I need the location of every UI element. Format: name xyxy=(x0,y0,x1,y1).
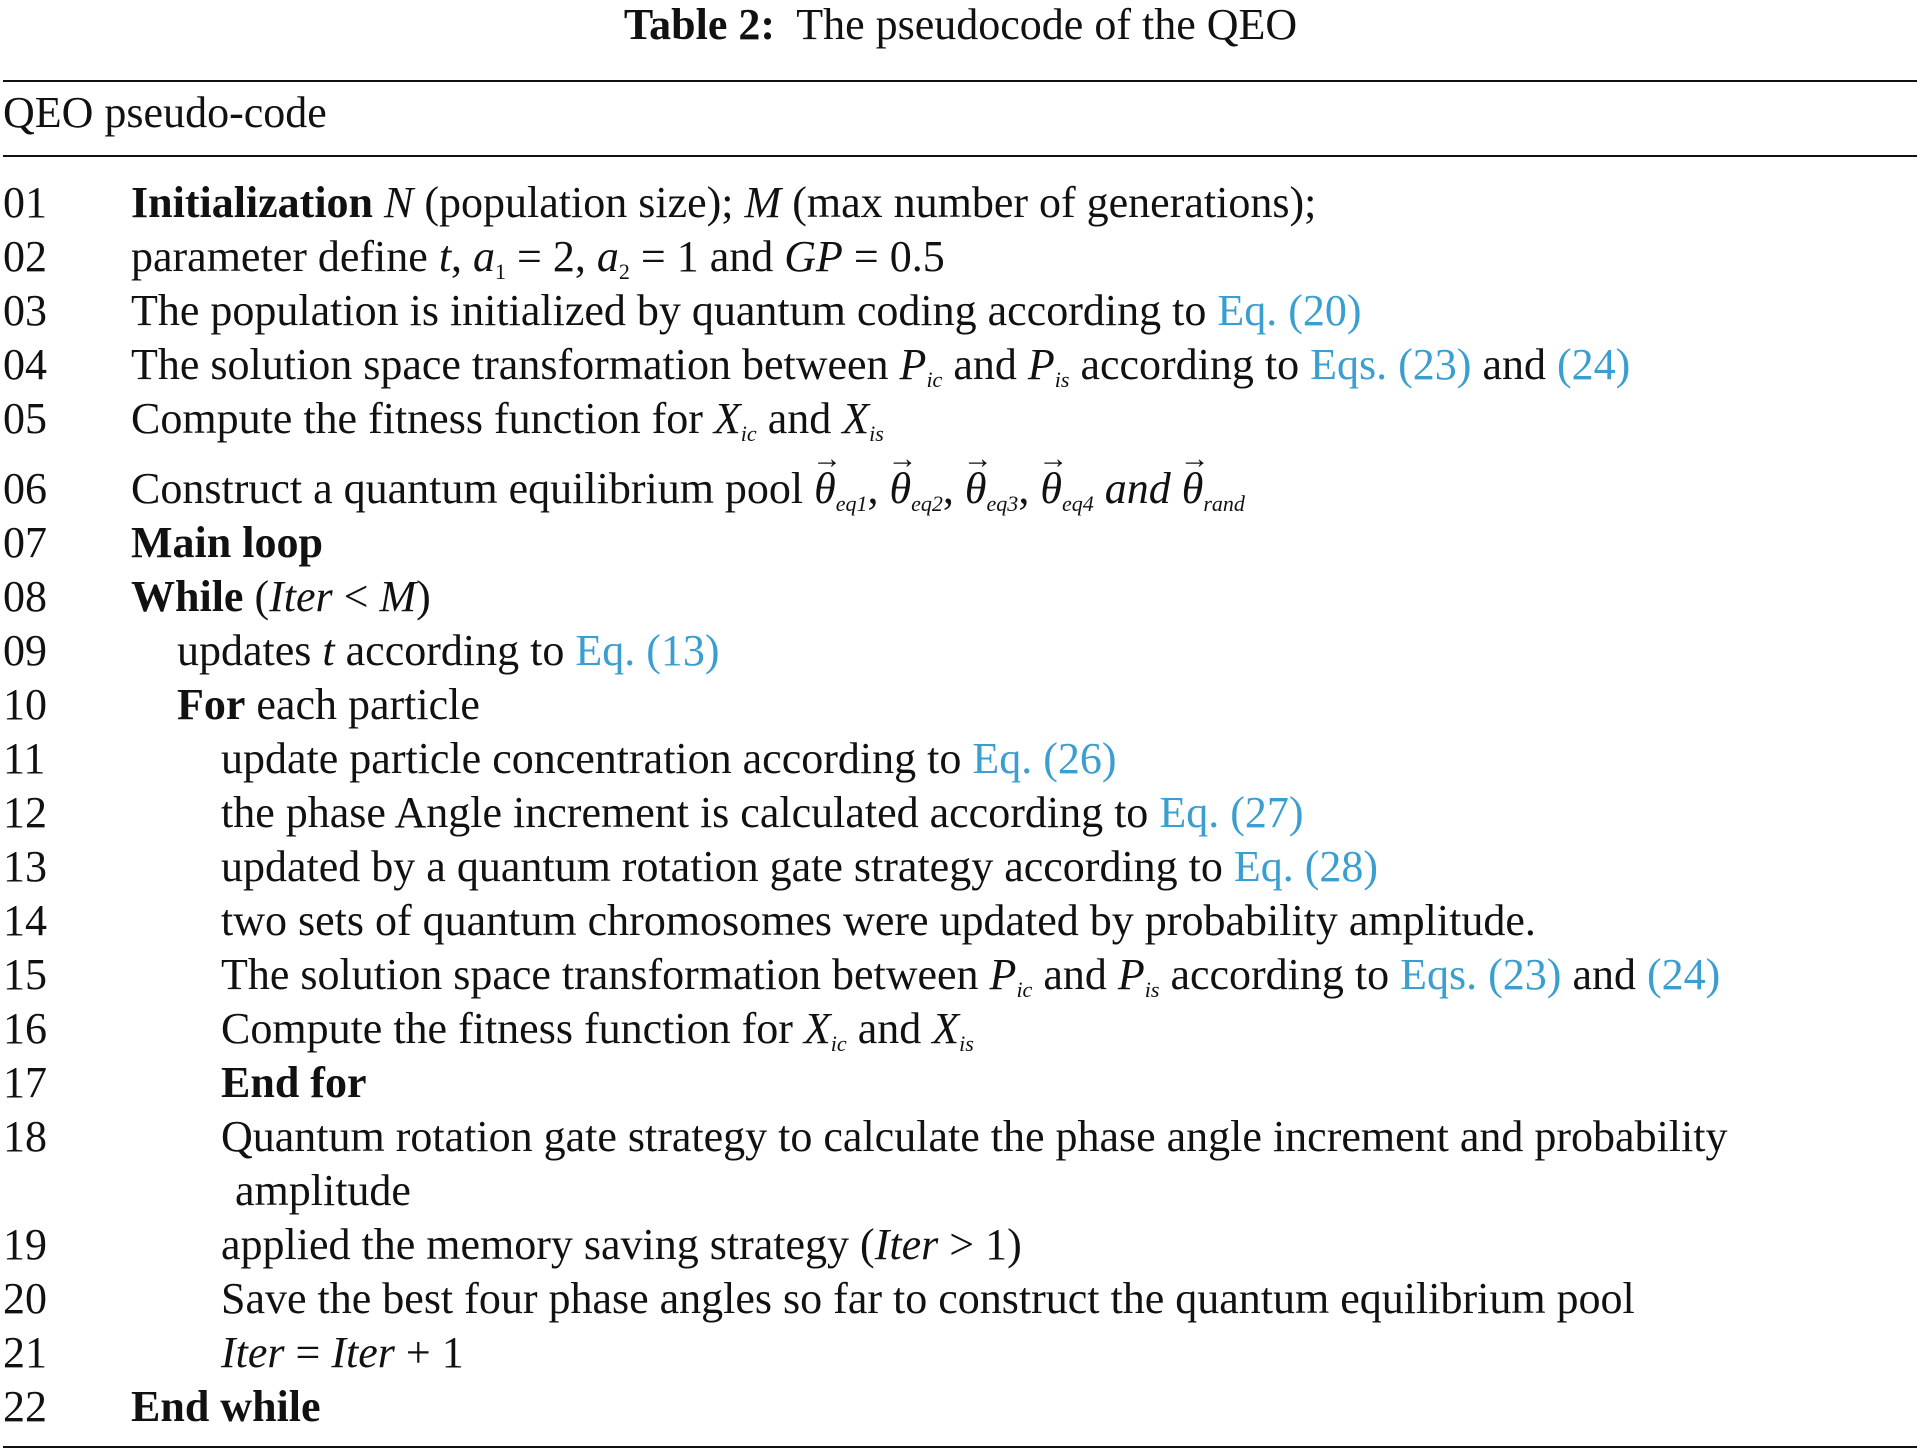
line-number: 06 xyxy=(3,464,47,513)
line-number: 10 xyxy=(3,680,47,729)
line-text: The solution space transformation between $P_{ic}$ and $P_{is}$ according to Eqs. (23) and (24) xyxy=(221,950,1721,1002)
line-number: 21 xyxy=(3,1328,47,1377)
line-text: The solution space transformation between $P_{ic}$ and $P_{is}$ according to Eqs. (23) and (24) xyxy=(131,340,1631,392)
equation-link[interactable]: Eq. (28) xyxy=(1233,842,1379,891)
line-text: updated by a quantum rotation gate strategy according to Eq. (28) xyxy=(221,842,1379,891)
line-text: Save the best four phase angles so far to construct the quantum equilibrium pool xyxy=(221,1274,1635,1323)
caption-label: Table 2: xyxy=(623,0,775,49)
line-number: 05 xyxy=(3,394,47,443)
line-number: 01 xyxy=(3,178,47,227)
line-number: 20 xyxy=(3,1274,47,1323)
line-number: 08 xyxy=(3,572,47,621)
line-text: Compute the fitness function for $X_{ic}$ and $X_{is}$ xyxy=(131,394,884,446)
line-number: 02 xyxy=(3,232,47,281)
theta-vector: → θ xyxy=(965,462,987,516)
line-text: For each particle xyxy=(177,680,480,729)
bottom-rule xyxy=(3,1446,1917,1448)
line-text: Construct a quantum equilibrium pool → $\theta_{eq1}$, → $\theta_{eq2}$, → $\theta_{eq3}$, → $\theta_{eq4}$ and → $\theta_{rand}$ xyxy=(131,462,1245,516)
line-text: updates t according to Eq. (13) xyxy=(177,626,720,675)
theta-vector: → θ xyxy=(1182,462,1204,516)
line-text: update particle concentration according to Eq. (26) xyxy=(221,734,1117,783)
top-rule xyxy=(3,80,1917,82)
line-number: 14 xyxy=(3,896,47,945)
equation-link[interactable]: Eqs. (23) xyxy=(1400,950,1562,999)
table-caption xyxy=(0,0,1921,50)
line-text: two sets of quantum chromosomes were updated by probability amplitude. xyxy=(221,896,1536,945)
line-text: amplitude xyxy=(235,1166,411,1215)
line-number: 22 xyxy=(3,1382,47,1431)
line-number: 09 xyxy=(3,626,47,675)
header-rule xyxy=(3,155,1917,157)
line-text: the phase Angle increment is calculated according to Eq. (27) xyxy=(221,788,1304,837)
line-text: Compute the fitness function for $X_{ic}$ and $X_{is}$ xyxy=(221,1004,974,1056)
line-text: End while xyxy=(131,1382,321,1431)
line-text: Quantum rotation gate strategy to calculate the phase angle increment and probability xyxy=(221,1112,1728,1161)
line-text: Initialization N (population size); M (max number of generations); xyxy=(131,178,1317,227)
line-text: The population is initialized by quantum coding according to Eq. (20) xyxy=(131,286,1362,335)
line-number: 11 xyxy=(3,734,46,783)
line-text: Iter = Iter + 1 xyxy=(221,1328,464,1377)
caption-text: The pseudocode of the QEO xyxy=(796,0,1298,49)
line-text: applied the memory saving strategy (Iter > 1) xyxy=(221,1220,1022,1269)
theta-vector: → θ xyxy=(1040,462,1062,516)
equation-link[interactable]: (24) xyxy=(1646,950,1721,999)
line-number: 16 xyxy=(3,1004,47,1053)
equation-link[interactable]: Eq. (13) xyxy=(575,626,720,675)
equation-link[interactable]: (24) xyxy=(1556,340,1631,389)
theta-vector: → θ xyxy=(890,462,912,516)
line-number: 18 xyxy=(3,1112,47,1161)
line-number: 19 xyxy=(3,1220,47,1269)
equation-link[interactable]: Eqs. (23) xyxy=(1310,340,1472,389)
equation-link[interactable]: Eq. (26) xyxy=(972,734,1117,783)
line-text: End for xyxy=(221,1058,367,1107)
line-text: While (Iter < M) xyxy=(131,572,431,621)
line-number: 07 xyxy=(3,518,47,567)
equation-link[interactable]: Eq. (20) xyxy=(1217,286,1362,335)
line-number: 15 xyxy=(3,950,47,999)
line-text: Main loop xyxy=(131,518,323,567)
table-header: QEO pseudo-code xyxy=(3,88,327,137)
line-number: 13 xyxy=(3,842,47,891)
equation-link[interactable]: Eq. (27) xyxy=(1159,788,1304,837)
line-text: parameter define t, $a_1 = 2$, $a_2 = 1$ and GP = 0.5 xyxy=(131,232,945,284)
line-number: 03 xyxy=(3,286,47,335)
line-number: 17 xyxy=(3,1058,47,1107)
line-number: 04 xyxy=(3,340,47,389)
line-number: 12 xyxy=(3,788,47,837)
theta-vector: → θ xyxy=(814,462,836,516)
